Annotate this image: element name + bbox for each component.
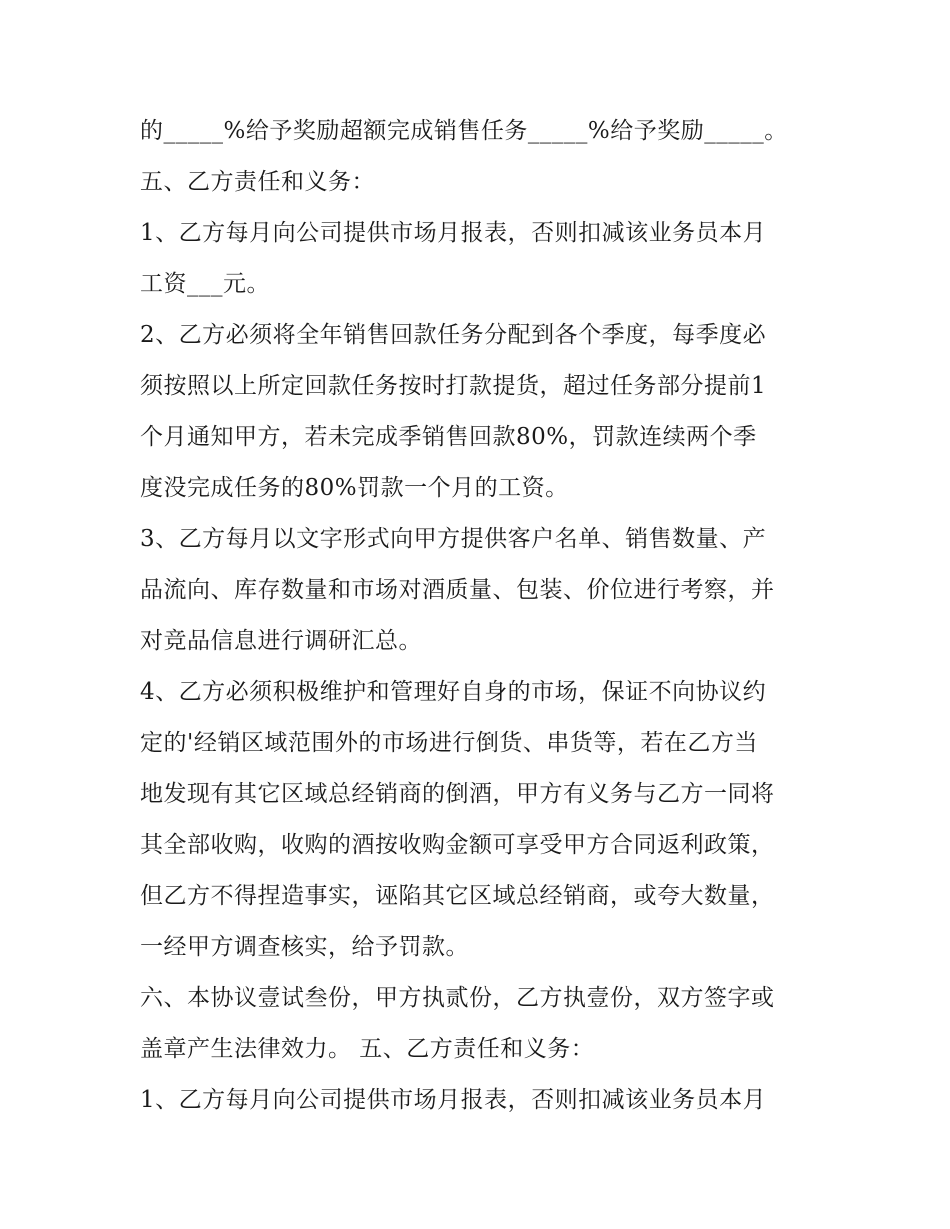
text-line: 盖章产生法律效力。 五、乙方责任和义务：	[140, 1036, 595, 1062]
text-line: 对竞品信息进行调研汇总。	[140, 628, 422, 654]
text-line: 其全部收购，收购的酒按收购金额可享受甲方合同返利政策，	[140, 832, 775, 858]
text-line: 工资___元。	[140, 271, 270, 297]
section-heading: 六、本协议壹试叁份，甲方执贰份，乙方执壹份，双方签字或	[140, 985, 775, 1011]
text-line: 个月通知甲方，若未完成季销售回款80%，罚款连续两个季	[140, 424, 757, 450]
text-line: 3、乙方每月以文字形式向甲方提供客户名单、销售数量、产	[140, 526, 767, 552]
text-line: 1、乙方每月向公司提供市场月报表，否则扣减该业务员本月	[140, 1087, 767, 1113]
text-line: 定的'经销区域范围外的市场进行倒货、串货等，若在乙方当	[140, 730, 758, 756]
text-line: 度没完成任务的80%罚款一个月的工资。	[140, 475, 569, 501]
section-heading: 五、乙方责任和义务：	[140, 169, 375, 195]
text-line: 须按照以上所定回款任务按时打款提货，超过任务部分提前1	[140, 373, 767, 399]
text-line: 的_____%给予奖励超额完成销售任务_____%给予奖励_____。	[140, 118, 788, 144]
text-line: 品流向、库存数量和市场对酒质量、包装、价位进行考察，并	[140, 577, 775, 603]
text-line: 4、乙方必须积极维护和管理好自身的市场，保证不向协议约	[140, 679, 767, 705]
document-body	[140, 106, 820, 1126]
text-line: 一经甲方调查核实，给予罚款。	[140, 934, 469, 960]
text-line: 1、乙方每月向公司提供市场月报表，否则扣减该业务员本月	[140, 220, 767, 246]
text-line: 但乙方不得捏造事实，诬陷其它区域总经销商，或夸大数量，	[140, 883, 775, 909]
text-line: 2、乙方必须将全年销售回款任务分配到各个季度，每季度必	[140, 322, 767, 348]
text-line: 地发现有其它区域总经销商的倒酒，甲方有义务与乙方一同将	[140, 781, 775, 807]
